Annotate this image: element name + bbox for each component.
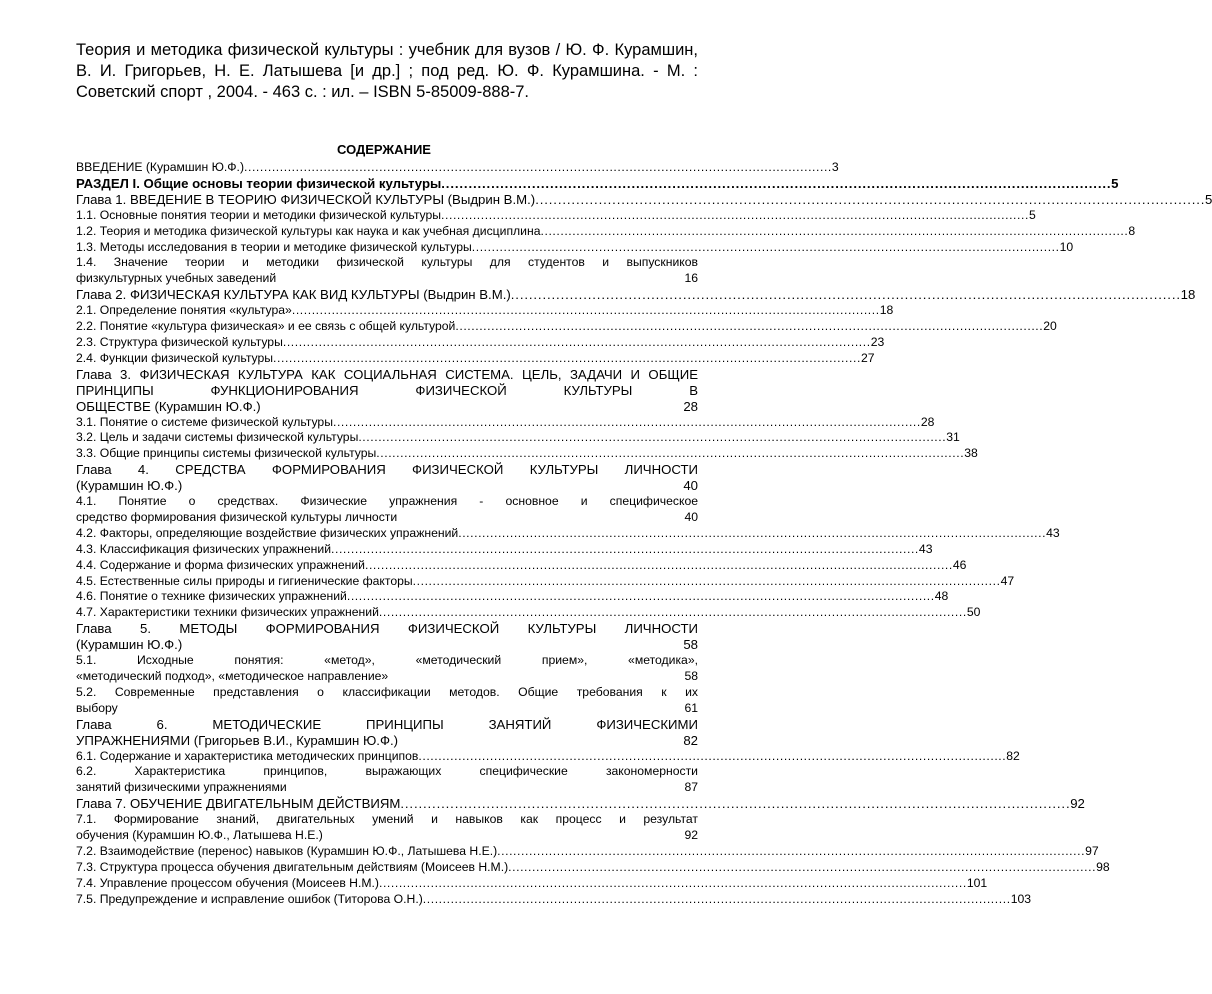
toc-entry-page: 40	[683, 478, 698, 494]
toc-entry-title: Глава 2. ФИЗИЧЕСКАЯ КУЛЬТУРА КАК ВИД КУЛЬТУРЫ (Выдрин В.М.)	[76, 287, 511, 303]
toc-entry-line: ОБЩЕСТВЕ (Курамшин Ю.Ф.)	[76, 398, 261, 414]
toc-entry-2-4[interactable]	[76, 350, 875, 367]
toc-entry-line: УПРАЖНЕНИЯМИ (Григорьев В.И., Курамшин Ю.Ф.)	[76, 732, 399, 748]
toc-entry-2-2[interactable]	[76, 319, 1057, 335]
toc-entry-page: 103	[1010, 891, 1032, 906]
toc-entry-4-2[interactable]	[76, 525, 1060, 542]
toc-entry-6-2[interactable]	[76, 764, 698, 796]
dot-leader	[455, 319, 1041, 335]
toc-entry-chapter-7[interactable]	[76, 796, 1085, 812]
toc-entry-chapter-2[interactable]	[76, 287, 1196, 303]
toc-entry-7-2[interactable]	[76, 843, 1099, 860]
toc-entry-line: (Курамшин Ю.Ф.)	[76, 637, 183, 653]
toc-entry-page: 82	[1006, 748, 1020, 763]
toc-entry-title: 3.3. Общие принципы системы физической культуры	[76, 446, 377, 461]
toc-entry-page: 23	[870, 334, 885, 349]
toc-entry-chapter-4[interactable]	[76, 462, 698, 494]
toc-entry-line: (Курамшин Ю.Ф.)	[76, 478, 183, 494]
toc-entry-section-1[interactable]	[76, 175, 1119, 192]
toc-entry-line: 4.1. Понятие о средствах. Физические упражнения - основное и специфическое	[76, 494, 698, 509]
toc-entry-2-3[interactable]	[76, 334, 885, 351]
toc-entry-line: занятий физическими упражнениями	[76, 780, 287, 795]
toc-entry-3-2[interactable]	[76, 430, 960, 446]
toc-entry-1-4[interactable]	[76, 255, 698, 287]
dot-leader	[441, 208, 1027, 224]
dot-leader	[333, 415, 919, 431]
toc-entry-4-4[interactable]	[76, 557, 967, 574]
dot-leader	[541, 224, 1127, 240]
toc-entry-page: 40	[684, 509, 698, 524]
toc-entry-4-1[interactable]	[76, 494, 698, 526]
toc-entry-page: 18	[1180, 287, 1196, 303]
toc-entry-title: 2.4. Функции физической культуры	[76, 350, 274, 365]
toc-entry-1-1[interactable]	[76, 207, 1036, 224]
dot-leader	[379, 876, 965, 892]
toc-entry-4-3[interactable]	[76, 541, 933, 558]
toc-entry-2-1[interactable]	[76, 303, 894, 319]
toc-entry-title: РАЗДЕЛ I. Общие основы теории физической культуры	[76, 175, 442, 191]
toc-entry-line: Глава 4. СРЕДСТВА ФОРМИРОВАНИЯ ФИЗИЧЕСКОЙ КУЛЬТУРЫ ЛИЧНОСТИ	[76, 462, 698, 478]
toc-entry-page: 16	[684, 271, 698, 286]
toc-entry-page: 50	[966, 605, 981, 620]
toc-entry-title: 4.2. Факторы, определяющие воздействие физических упражнений	[76, 525, 459, 540]
toc-entry-title: 3.1. Понятие о системе физической культуры	[76, 414, 333, 429]
toc-entry-page: 20	[1043, 319, 1057, 334]
toc-entry-page: 47	[1000, 573, 1015, 588]
toc-entry-7-1[interactable]	[76, 812, 698, 844]
dot-leader	[458, 526, 1044, 542]
toc-entry-7-5[interactable]	[76, 891, 1032, 908]
toc-entry-introduction[interactable]	[76, 160, 839, 176]
toc-entry-title: 7.2. Взаимодействие (перенос) навыков (Курамшин Ю.Ф., Латышева Н.Е.)	[76, 843, 498, 858]
toc-entry-line: Глава 5. МЕТОДЫ ФОРМИРОВАНИЯ ФИЗИЧЕСКОЙ КУЛЬТУРЫ ЛИЧНОСТИ	[76, 621, 698, 637]
toc-entry-title: Глава 1. ВВЕДЕНИЕ В ТЕОРИЮ ФИЗИЧЕСКОЙ КУЛЬТУРЫ (Выдрин В.М.)	[76, 191, 536, 207]
toc-entry-5-1[interactable]	[76, 653, 698, 685]
dot-leader	[283, 335, 869, 351]
toc-entry-title: 4.3. Классификация физических упражнений	[76, 541, 332, 556]
toc-entry-page: 87	[684, 780, 698, 795]
toc-entry-page: 46	[952, 557, 967, 572]
dot-leader	[413, 574, 999, 590]
toc-entry-title: 4.6. Понятие о технике физических упражнений	[76, 589, 347, 604]
dot-leader	[535, 192, 1203, 208]
toc-entry-title: 2.1. Определение понятия «культура»	[76, 303, 292, 318]
toc-entry-5-2[interactable]	[76, 685, 698, 717]
toc-entry-page: 18	[879, 303, 894, 318]
toc-entry-page: 43	[918, 541, 933, 556]
toc-entry-page: 92	[684, 828, 698, 843]
toc-entry-title: 1.1. Основные понятия теории и методики физической культуры	[76, 207, 442, 222]
toc-entry-line: Глава 3. ФИЗИЧЕСКАЯ КУЛЬТУРА КАК СОЦИАЛЬНАЯ СИСТЕМА. ЦЕЛЬ, ЗАДАЧИ И ОБЩИЕ ПРИНЦИПЫ ФУНКЦИОНИРОВАНИЯ ФИЗИЧЕСКОЙ КУЛЬТУРЫ В	[76, 366, 698, 398]
toc-entry-3-3[interactable]	[76, 446, 978, 462]
toc-entry-page: 28	[683, 398, 698, 414]
toc-entry-page: 98	[1096, 859, 1110, 874]
toc-entry-page: 31	[946, 430, 960, 445]
toc-entry-title: 7.5. Предупреждение и исправление ошибок (Титорова О.Н.)	[76, 891, 423, 906]
toc-heading: СОДЕРЖАНИЕ	[337, 142, 431, 157]
toc-entry-title: 2.3. Структура физической культуры	[76, 334, 283, 349]
dot-leader	[244, 160, 830, 176]
toc-entry-line: «методический подход», «методическое направление»	[76, 669, 389, 683]
toc-entry-page: 38	[964, 446, 978, 461]
toc-entry-line: выбору	[76, 700, 118, 715]
toc-entry-page: 10	[1059, 239, 1074, 254]
dot-leader	[497, 844, 1083, 860]
toc-entry-title: 7.4. Управление процессом обучения (Моисеев Н.М.)	[76, 875, 379, 890]
toc-entry-1-3[interactable]	[76, 239, 1074, 256]
dot-leader	[423, 892, 1009, 908]
toc-entry-title: Глава 7. ОБУЧЕНИЕ ДВИГАТЕЛЬНЫМ ДЕЙСТВИЯМ	[76, 796, 401, 812]
toc-entry-page: 101	[966, 875, 988, 890]
dot-leader	[376, 446, 962, 462]
toc-entry-line: Глава 6. МЕТОДИЧЕСКИЕ ПРИНЦИПЫ ЗАНЯТИЙ ФИЗИЧЕСКИМИ	[76, 716, 698, 732]
toc-entry-page: 61	[684, 700, 698, 715]
toc-entry-page: 5	[1111, 175, 1119, 191]
dot-leader	[379, 605, 965, 621]
toc-entry-4-7[interactable]	[76, 605, 981, 621]
toc-entry-page: 48	[934, 589, 949, 604]
toc-entry-line: средство формирования физической культуры личности	[76, 509, 398, 524]
toc-entry-page: 28	[920, 414, 935, 429]
dot-leader	[358, 430, 944, 446]
table-of-contents	[76, 160, 1212, 908]
toc-entry-title: 4.7. Характеристики техники физических упражнений	[76, 605, 379, 620]
toc-entry-4-6[interactable]	[76, 589, 949, 605]
toc-entry-line: обучения (Курамшин Ю.Ф., Латышева Н.Е.)	[76, 828, 323, 843]
toc-entry-title: ВВЕДЕНИЕ (Курамшин Ю.Ф.)	[76, 160, 245, 174]
toc-entry-page: 5	[1205, 191, 1212, 207]
toc-entry-chapter-1[interactable]	[76, 191, 1212, 208]
dot-leader	[508, 860, 1094, 876]
toc-entry-page: 58	[683, 637, 698, 653]
toc-entry-4-5[interactable]	[76, 573, 1015, 590]
dot-leader	[400, 796, 1068, 812]
toc-entry-6-1[interactable]	[76, 748, 1020, 765]
dot-leader	[347, 589, 933, 605]
dot-leader	[365, 558, 951, 574]
toc-entry-title: 7.3. Структура процесса обучения двигательным действиям (Моисеев Н.М.)	[76, 859, 509, 874]
toc-entry-page: 3	[831, 160, 839, 174]
toc-entry-title: 1.3. Методы исследования в теории и методике физической культуры	[76, 239, 472, 254]
dot-leader	[331, 542, 917, 558]
toc-entry-page: 92	[1070, 796, 1085, 812]
toc-entry-page: 97	[1085, 843, 1099, 858]
toc-entry-line: физкультурных учебных заведений	[76, 271, 277, 286]
toc-entry-3-1[interactable]	[76, 414, 935, 431]
dot-leader	[418, 749, 1004, 765]
toc-entry-title: 4.5. Естественные силы природы и гигиенические факторы	[76, 573, 413, 588]
dot-leader	[273, 351, 859, 367]
toc-entry-chapter-5[interactable]	[76, 621, 698, 653]
toc-entry-page: 82	[683, 732, 698, 748]
toc-entry-title: 1.2. Теория и методика физической культуры как наука и как учебная дисциплина	[76, 223, 541, 238]
toc-entry-title: 4.4. Содержание и форма физических упражнений	[76, 557, 365, 572]
dot-leader	[441, 176, 1109, 192]
toc-entry-1-2[interactable]	[76, 223, 1136, 240]
bibliographic-citation: Теория и методика физической культуры : учебник для вузов / Ю. Ф. Курамшин, В. И. Григорьев, Н. Е. Латышева [и др.] ; под ред. Ю. Ф. Курамшина. - М. : Советский спорт , 2004. - 463 с. : ил. – ISBN 5-85009-888-7.	[76, 41, 698, 101]
toc-entry-line: 5.2. Современные представления о классификации методов. Общие требования к их	[76, 684, 698, 699]
toc-entry-title: 2.2. Понятие «культура физическая» и ее связь с общей культурой	[76, 319, 456, 334]
toc-entry-page: 43	[1046, 525, 1060, 540]
dot-leader	[511, 287, 1179, 303]
toc-entry-7-3[interactable]	[76, 859, 1110, 876]
toc-entry-page: 5	[1028, 207, 1036, 222]
toc-entry-7-4[interactable]	[76, 875, 988, 892]
dot-leader	[472, 240, 1058, 256]
toc-entry-line: 7.1. Формирование знаний, двигательных умений и навыков как процесс и результат	[76, 812, 698, 827]
toc-entry-chapter-6[interactable]	[76, 717, 698, 749]
toc-entry-title: 6.1. Содержание и характеристика методических принципов	[76, 748, 419, 763]
toc-entry-page: 27	[860, 350, 875, 365]
toc-entry-line: 5.1. Исходные понятия: «метод», «методический прием», «методика»,	[76, 653, 698, 668]
toc-entry-title: 3.2. Цель и задачи системы физической культуры	[76, 430, 359, 445]
dot-leader	[292, 303, 878, 319]
toc-entry-chapter-3[interactable]	[76, 367, 698, 415]
toc-entry-line: 1.4. Значение теории и методики физической культуры для студентов и выпускников	[76, 255, 698, 270]
toc-entry-page: 8	[1128, 223, 1136, 238]
toc-entry-line: 6.2. Характеристика принципов, выражающих специфические закономерности	[76, 764, 698, 779]
toc-entry-page: 58	[684, 669, 698, 683]
